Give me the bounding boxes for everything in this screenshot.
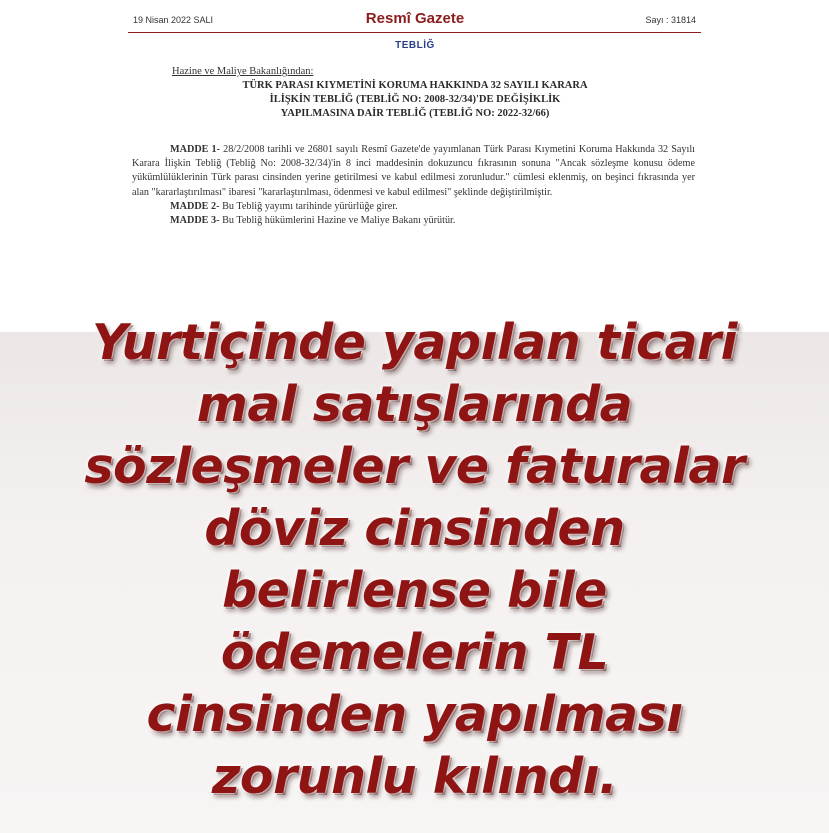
gazette-document [0,0,829,300]
headline-line: mal satışlarında [196,376,633,433]
communique-heading [180,79,650,121]
headline-line: ödemelerin TL [220,624,609,681]
section-label: TEBLİĞ [395,40,435,51]
ministry-name: Hazine ve Maliye Bakanlığından: [172,66,314,77]
heading-line: TÜRK PARASI KIYMETİNİ KORUMA HAKKINDA 32 SAYILI KARARA [242,80,588,91]
headline-line: cinsinden yapılması [146,686,683,743]
communique-body [132,143,695,228]
article-2 [132,200,695,214]
gazette-issue-number: Sayı : 31814 [645,15,696,25]
headline-line: Yurtiçinde yapılan ticari [92,314,737,371]
article-1 [132,143,695,200]
header-divider [128,32,701,33]
heading-line: İLİŞKİN TEBLİĞ (TEBLİĞ NO: 2008-32/34)'DE DEĞİŞİKLİK [269,94,561,105]
article-3 [132,214,695,228]
article-3-label: MADDE 3- [170,215,220,227]
article-3-text: Bu Tebliğ hükümlerini Hazine ve Maliye Bakanı yürütür. [219,215,456,227]
headline-line: sözleşmeler ve faturalar [84,438,745,495]
gazette-date: 19 Nisan 2022 SALI [133,15,214,25]
headline-line: belirlense bile [222,562,607,619]
gazette-title: Resmî Gazete [365,10,465,27]
article-1-text: 28/2/2008 tarihli ve 26801 sayılı Resmî Gazete'de yayımlanan Türk Parası Kıymetini Koruma Hakkında 32 Sayılı Karara İlişkin Tebliğ (Tebliğ No: 2008-32/34)'in 8 inci maddesinin dokuzuncu fıkrasının sonuna "Ancak sözleşme konusu ödeme yükümlülüklerinin Türk parası cinsinden yerine getirilmesi ve kabul edilmesi zorunludur." cümlesi eklenmiş, on beşinci fıkrasında yer alan "kararlaştırılması" ibaresi "kararlaştırılması, ödenmesi ve kabul edilmesi" şeklinde değiştirilmiştir. [132,144,695,198]
article-2-text: Bu Tebliğ yayımı tarihinde yürürlüğe girer. [219,200,398,212]
heading-line: YAPILMASINA DAİR TEBLİĞ (TEBLİĞ NO: 2022-32/66) [280,108,550,119]
headline-line: döviz cinsinden [204,500,625,557]
article-1-label: MADDE 1- [170,144,221,155]
headline-line: zorunlu kılındı. [211,748,618,805]
headline-overlay [0,312,829,808]
article-2-label: MADDE 2- [170,200,220,212]
